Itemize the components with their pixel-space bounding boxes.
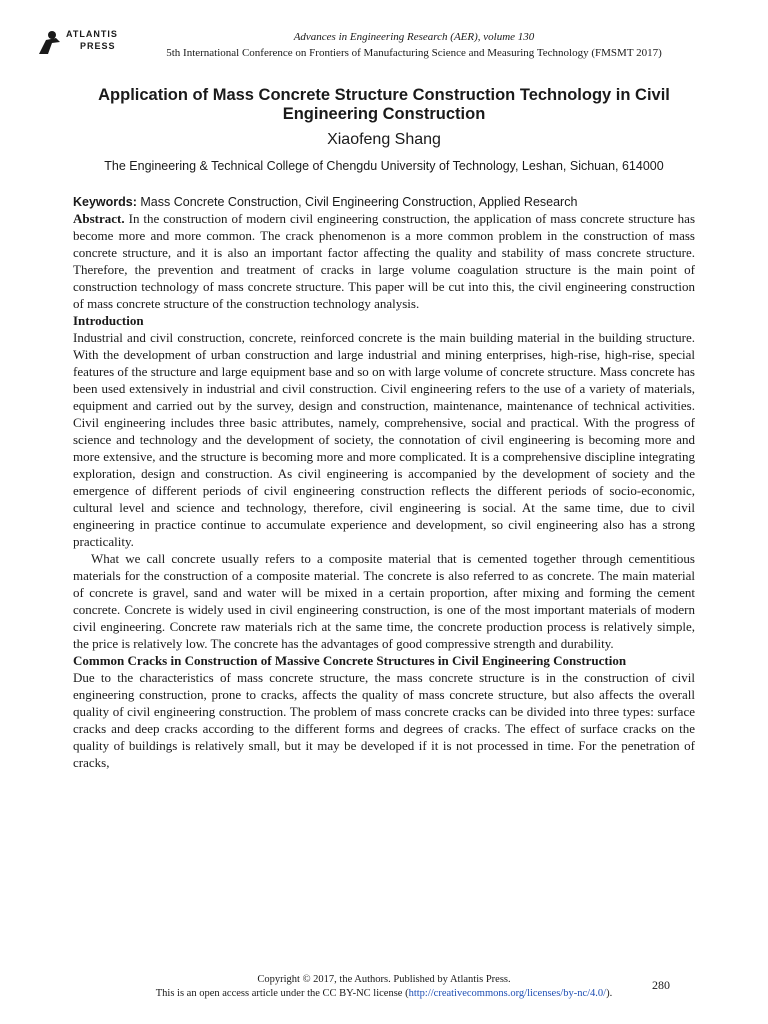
page-number: 280 [652, 978, 670, 992]
logo-text [66, 28, 118, 52]
abstract-text: In the construction of modern civil engineering construction, the application of mass concrete structure has become more and more common. The crack phenomenon is a more common problem in the construction of mass concrete structure, and it is also an important factor affecting the quality and stability of mass concrete structure. Therefore, the prevention and treatment of cracks in large volume coagulation structure is the main point of construction technology of mass concrete structure. This paper will be cut into this, the civil engineering construction of mass concrete structure of the construction technology analysis. [73, 211, 696, 311]
keywords [73, 194, 695, 210]
license-link[interactable]: http://creativecommons.org/licenses/by-nc/4.0/ [408, 988, 607, 999]
cracks-paragraph-1: Due to the characteristics of mass concrete structure, the mass concrete structure is in the construction of civil engineering construction, prone to cracks, affects the quality of mass concrete structure, but also affects the overall quality of civil engineering construction. The problem of mass concrete cracks can be divided into three types: surface cracks and deep cracks according to the different forms and degrees of cracks. The effect of surface cracks on the quality of buildings is relatively small, but it may be developed if it is not processed in time. For the penetration of cracks, [73, 670, 695, 770]
keywords-list: Mass Concrete Construction, Civil Engineering Construction, Applied Research [140, 195, 578, 209]
abstract-label: Abstract. [73, 211, 125, 226]
introduction-heading: Introduction [73, 313, 144, 328]
copyright-notice: Copyright © 2017, the Authors. Published by Atlantis Press. [257, 974, 511, 985]
journal-name: Advances in Engineering Research (AER), volume 130 [293, 31, 535, 43]
conference-name: 5th International Conference on Frontiers of Manufacturing Science and Measuring Technology (FMSMT 2017) [166, 47, 662, 59]
running-header [120, 30, 708, 60]
license-prefix: This is an open access article under the CC BY-NC license ( [155, 988, 409, 999]
paper-title: Application of Mass Concrete Structure Construction Technology in Civil Engineering Construction [98, 86, 670, 123]
logo-line-1: ATLANTIS [66, 29, 118, 39]
license-suffix: ). [606, 988, 613, 999]
atlantis-press-logo [36, 24, 120, 58]
logo-line-2: PRESS [80, 41, 116, 51]
introduction-paragraph-2: What we call concrete usually refers to a composite material that is cemented together through cementitious materials for the construction of a composite material. The concrete is also referred to as concrete. The main material of concrete is gravel, sand and water will be mixed in a certain proportion, after mixing and forming the cement concrete. Concrete is widely used in civil engineering construction, is one of the most important materials of modern civil engineering. Concrete raw materials rich at the same time, the concrete production process is relatively simple, the price is relatively low. The concrete has the advantages of good compressive strength and durability. [73, 551, 695, 651]
author-name: Xiaofeng Shang [327, 131, 441, 148]
abstract [73, 210, 695, 312]
author-affiliation: The Engineering & Technical College of Chengdu University of Technology, Leshan, Sichuan, 614000 [104, 159, 664, 173]
atlantis-figure-icon [36, 30, 62, 56]
keywords-label: Keywords: [73, 195, 137, 209]
paper-content [73, 86, 695, 771]
cracks-section-heading: Common Cracks in Construction of Massive Concrete Structures in Civil Engineering Construction [73, 653, 627, 668]
introduction-paragraph-1: Industrial and civil construction, concrete, reinforced concrete is the main building material in the building structure. With the development of urban construction and large industrial and mining enterprises, high-rise, high-rise, special features of the structure and large equipment base and so on with large volume of concrete structure. Mass concrete has been used extensively in industrial and civil construction. Civil engineering refers to the use of a variety of materials, equipment and carried out by the survey, design and construction, maintenance, maintenance of technical activities. Civil engineering includes three basic attributes, namely, comprehensive, social and practical. With the progress of science and technology and the development of society, the connotation of civil engineering is becoming more and more extensive, and the structure is becoming more and more complicated. It is a comprehensive discipline integrating exploration, design and construction. As civil engineering is accompanied by the development of society and the emergence of different periods of civil engineering construction reflects the different periods of socio-economic, cultural level and science and technology, therefore, civil engineering is social. At the same time, due to civil engineering in practice continue to accumulate experience and development, so civil engineering also has a strong practicality. [73, 330, 695, 549]
